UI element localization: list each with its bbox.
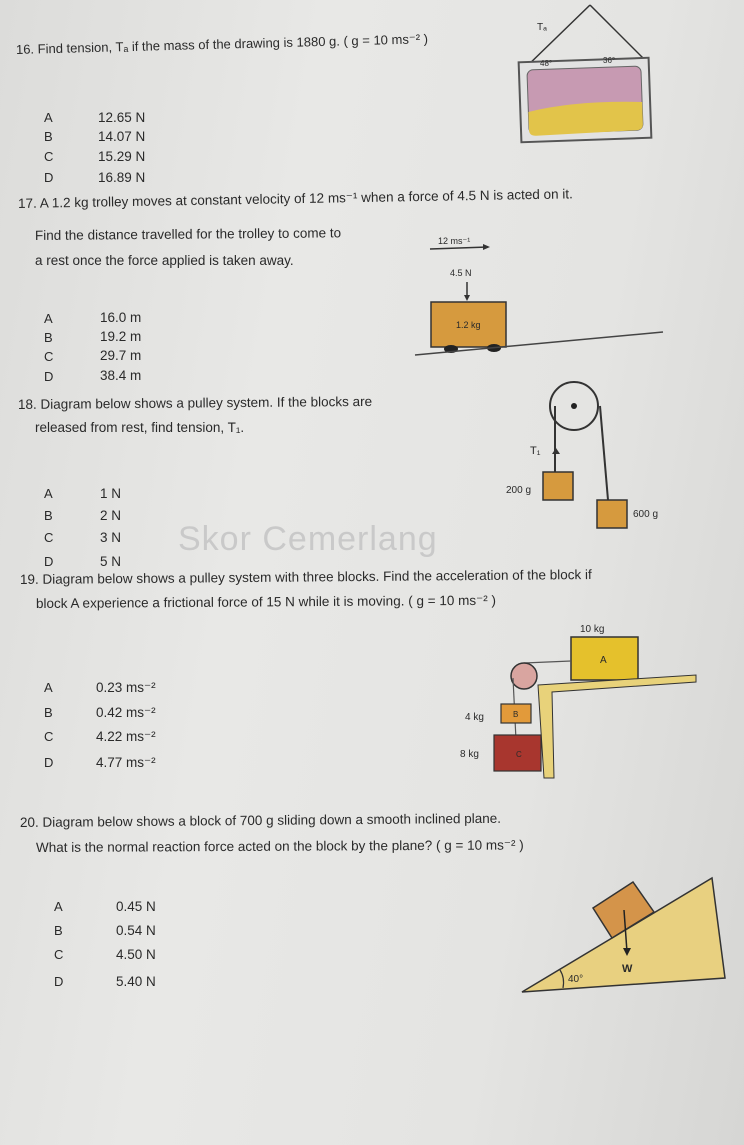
option-letter: D: [44, 755, 54, 770]
question-text: Find the distance travelled for the trolley to come to: [34, 225, 342, 243]
option-letter: A: [44, 486, 53, 501]
option-letter: C: [44, 349, 54, 364]
option-letter: B: [54, 923, 63, 938]
question-text: 16. Find tension, Tₐ if the mass of the drawing is 1880 g. ( g = 10 ms⁻² ): [15, 31, 429, 57]
option-value: 0.54 N: [116, 923, 156, 938]
option-value: 5 N: [100, 554, 122, 569]
mass-a-label: 10 kg: [580, 624, 605, 635]
option-value: 38.4 m: [100, 368, 142, 383]
option-value: 4.77 ms⁻²: [96, 755, 156, 770]
angle-right-label: 36°: [603, 56, 616, 65]
option-value: 5.40 N: [116, 974, 156, 989]
mass-left-label: 200 g: [506, 485, 532, 496]
velocity-label: 12 ms⁻¹: [438, 236, 471, 246]
option-value: 3 N: [100, 530, 122, 545]
option-value: 15.29 N: [98, 149, 146, 164]
mass-right-label: 600 g: [633, 509, 659, 520]
option-value: 1 N: [100, 486, 122, 501]
question-text: 18. Diagram below shows a pulley system. If the blocks are: [17, 393, 373, 412]
block-a-label: A: [600, 655, 607, 666]
option-letter: A: [44, 311, 53, 326]
angle-left-label: 48°: [540, 59, 553, 68]
option-letter: B: [44, 508, 53, 523]
option-letter: B: [44, 330, 53, 345]
option-value: 0.42 ms⁻²: [96, 705, 156, 720]
option-letter: B: [44, 129, 53, 144]
option-letter: C: [44, 149, 54, 164]
option-letter: D: [54, 974, 64, 989]
option-value: 12.65 N: [98, 110, 146, 125]
question-text: a rest once the force applied is taken away.: [35, 253, 294, 268]
option-value: 4.22 ms⁻²: [96, 729, 156, 744]
option-letter: D: [44, 554, 54, 569]
tension-label: T₁: [530, 445, 541, 457]
question-text: block A experience a frictional force of 15 N while it is moving. ( g = 10 ms⁻² ): [35, 592, 496, 611]
question-text: What is the normal reaction force acted on the block by the plane? ( g = 10 ms⁻² ): [35, 837, 524, 855]
option-value: 2 N: [100, 508, 122, 523]
option-value: 0.23 ms⁻²: [96, 680, 156, 695]
block-c-label: C: [516, 750, 522, 759]
option-value: 0.45 N: [116, 899, 156, 914]
option-letter: A: [44, 680, 53, 695]
hanging-picture-diagram: [515, 0, 665, 160]
option-letter: C: [44, 530, 54, 545]
option-value: 4.50 N: [116, 947, 156, 962]
trolley-diagram: [380, 220, 680, 360]
option-value: 29.7 m: [100, 348, 142, 363]
mass-c-label: 8 kg: [460, 749, 479, 760]
inclined-plane-diagram: [500, 860, 744, 1000]
option-letter: A: [54, 899, 63, 914]
question-text: 19. Diagram below shows a pulley system with three blocks. Find the acceleration of the block if: [19, 567, 592, 587]
watermark: Skor Cemerlang: [178, 520, 438, 558]
pulley-diagram: [420, 370, 700, 550]
option-letter: C: [54, 947, 64, 962]
mass-label: 1.2 kg: [456, 320, 481, 330]
block-b-label: B: [513, 710, 519, 719]
option-value: 19.2 m: [100, 329, 142, 344]
option-value: 16.0 m: [100, 310, 142, 325]
option-letter: D: [44, 369, 54, 384]
option-letter: B: [44, 705, 53, 720]
option-letter: C: [44, 729, 54, 744]
question-text: 20. Diagram below shows a block of 700 g sliding down a smooth inclined plane.: [19, 810, 502, 830]
question-text: released from rest, find tension, T₁.: [35, 420, 245, 435]
three-block-pulley-diagram: [400, 600, 744, 800]
option-letter: D: [44, 170, 54, 185]
option-letter: A: [44, 110, 53, 125]
option-value: 14.07 N: [98, 129, 146, 144]
question-text: 17. A 1.2 kg trolley moves at constant velocity of 12 ms⁻¹ when a force of 4.5 N is acted on it.: [17, 186, 573, 211]
angle-label: 40°: [568, 974, 584, 985]
force-label: 4.5 N: [450, 268, 472, 278]
weight-label: W: [622, 963, 633, 975]
mass-b-label: 4 kg: [465, 712, 484, 723]
option-value: 16.89 N: [98, 170, 146, 185]
tension-label: Tₐ: [537, 22, 547, 33]
